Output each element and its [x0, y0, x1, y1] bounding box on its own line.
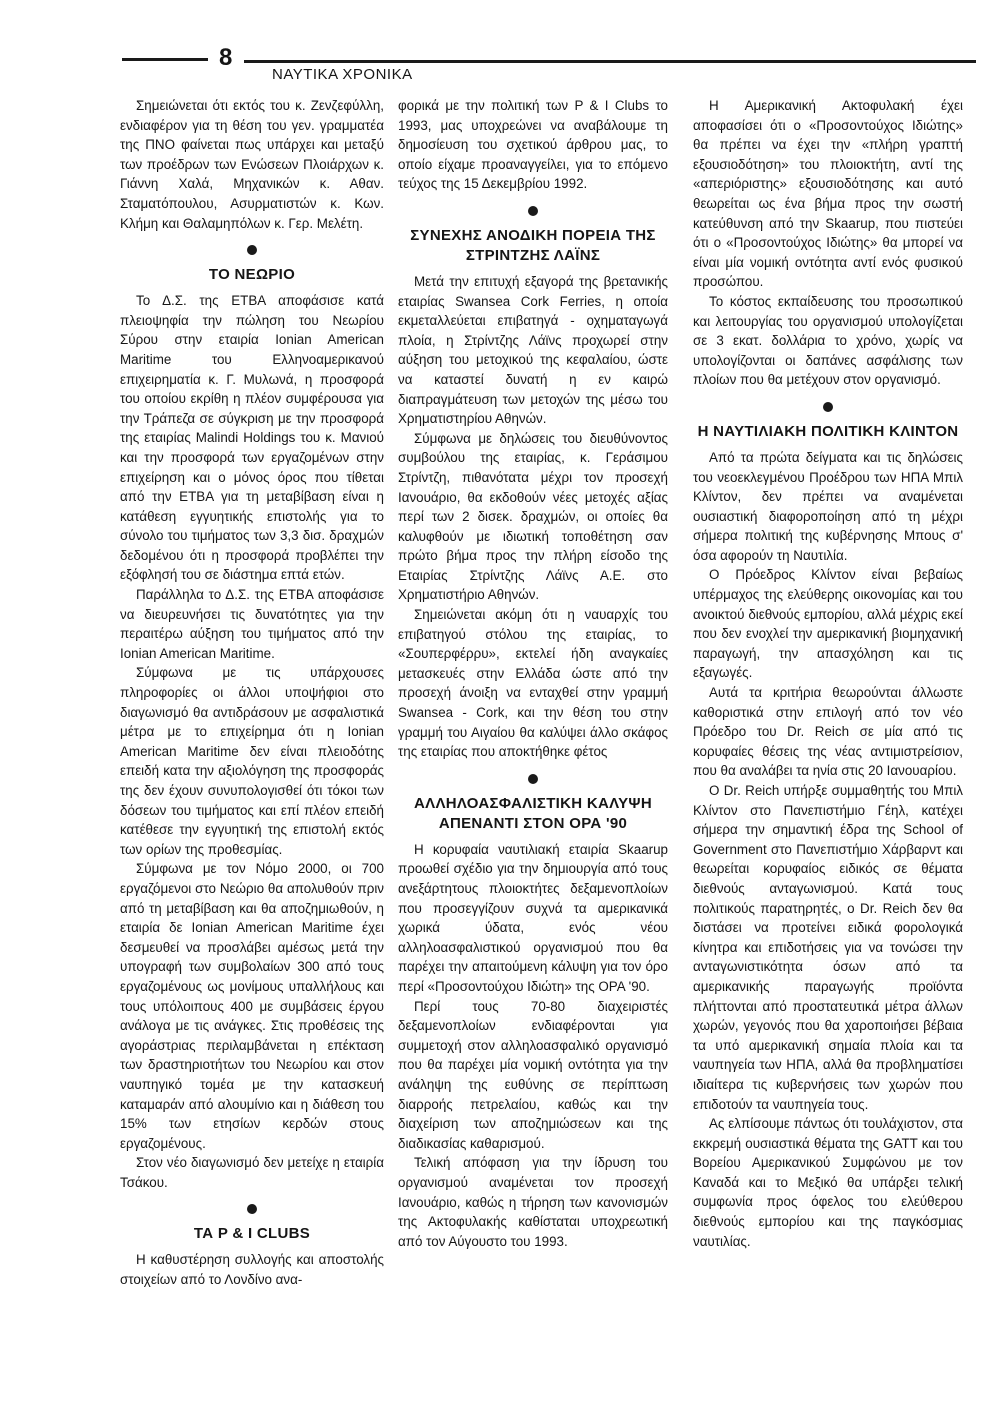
article-paragraph: Σύμφωνα με τις υπάρχουσες πληροφορίες οι άλλοι υποψήφιοι στο διαγωνισμό θα αντιδράσουν με ασφαλιστικά μέτρα με το επιχείρημα ότι η Ionian American Maritime δεν είναι πλειοδότης επειδή κατα την αξιολόγηση της προσφοράς της δεν έχουν συνυπολογισθεί ότι τόκοι των δόσεων του τιμήματος και επί πλέον επειδή κατέθεσε την εγγυητική της επιστολή εκτός των ορίων της προθεσμίας.	[120, 665, 384, 857]
article-paragraph: Από τα πρώτα δείγματα και τις δηλώσεις του νεοεκλεγμένου Προέδρου των ΗΠΑ Μπιλ Κλίντον, δεν πρέπει να αναμένεται ουσιαστική διαφοροποίηση από τη μέχρι σήμερα πολιτική της κυβέρνησης Μπους σ' όσα αφορούν τη Ναυτιλία.	[693, 449, 963, 563]
bullet-separator	[823, 402, 833, 412]
article-paragraph: Σημειώνεται ακόμη ότι η ναυαρχίς του επιβατηγού στόλου της εταιρίας, το «Σουπερφέρρυ», εκτελεί ήδη αναγκαίες μετασκευές στην Ελλάδα ώστε από την προσεχή άνοιξη να ενταχθεί στην γραμμή Swansea - Cork, και την θέση του στην γραμμή του Αιγαίου θα καλύψει άλλο σκάφος της εταιρίας που αποκτήθηκε φέτος	[398, 607, 668, 760]
article-title-clubs: ΤΑ P & I CLUBS	[193, 1225, 311, 1243]
page-number: 8	[219, 44, 233, 71]
article-title-strintzis: ΣΥΝΕΧΗΣ ΑΝΟΔΙΚΗ ΠΟΡΕΙΑ ΤΗΣ ΣΤΡΙΝΤΖΗΣ ΛΑΪΝΣ	[410, 226, 656, 264]
article-paragraph: Σύμφωνα με τον Νόμο 2000, οι 700 εργαζόμενοι στο Νεώριο θα απολυθούν πριν από τη μεταβίβαση και θα αποζημιωθούν, η εταιρία δε Ionian American Maritime έχει δεσμευθεί να προσλάβει αμέσως μετά την υπογραφή των συμβολαίων 300 από τους εργαζομένους ως μονίμους υπαλλήλους και τους υπόλοιπους 400 με συμβάσεις έργου ανάλογα με τις ανάγκες. Στις προθέσεις της αγοράστριας περιλαμβάνεται η επέκταση των δραστηριοτήτων του Νεωρίου και στον ναυπηγικό τομέα με την κατασκευή καταμαράν από αλουμίνιο και η διάθεση του 15% των ετησίων κερδών στους εργαζομένους.	[120, 861, 384, 1151]
article-paragraph: Παράλληλα το Δ.Σ. της ΕΤΒΑ αποφάσισε να διευρευνήσει τις δυνατότητες για την περαιτέρω αύξηση του τιμήματος από την Ionian American Maritime.	[120, 587, 384, 661]
article-paragraph: Στον νέο διαγωνισμό δεν μετείχε η εταιρία Τσάκου.	[120, 1155, 384, 1190]
bullet-separator	[528, 206, 538, 216]
article-paragraph: Το κόστος εκπαίδευσης του προσωπικού και λειτουργίας του οργανισμού υπολογίζεται σε 3 εκατ. δολλάρια το χρόνο, χωρίς να υπολογίζονται οι δαπάνες ασφάλισης των πλοίων που θα μετέχουν στον οργανισμό.	[693, 293, 963, 388]
bullet-separator	[528, 774, 538, 784]
header-rule-left	[122, 58, 208, 61]
publication-title: ΝΑΥΤΙΚΑ ΧΡΟΝΙΚΑ	[272, 66, 413, 83]
column-3	[693, 96, 963, 1251]
article-paragraph: Η καθυστέρηση συλλογής και αποστολής στοιχείων από το Λονδίνο ανα-	[120, 1252, 384, 1288]
article-paragraph: Η Αμερικανική Ακτοφυλακή έχει αποφασίσει ότι ο «Προσοντούχος Ιδιώτης» θα πρέπει να έχει την «πλήρη γραπτή εξουσιοδότηση» του πλοιοκτήτη, αντί της «απεριόριστης» εξουσιοδότησης και αυτό θεωρείται ως ένα βήμα προς την σωστή κατεύθυνση από την Skaarup, που πιστεύει ότι ο «Προσοντούχος Ιδιώτης» θα μπορεί να είναι μία νομική οντότητα αντί ενός φυσικού προσώπου.	[693, 98, 963, 290]
bullet-separator	[247, 245, 257, 255]
bullet-separator	[247, 1204, 257, 1214]
continuation-paragraph: φορικά με την πολιτική των P & I Clubs το 1993, μας υποχρεώνει να αναβάλουμε τη δημοσίευση του σχετικού άρθρου μας, το οποίο είχαμε προαναγγείλει, για το επόμενο τεύχος της 15 Δεκεμβρίου 1992.	[398, 98, 668, 192]
column-1	[120, 96, 384, 1290]
article-paragraph: Σύμφωνα με δηλώσεις του διευθύνοντος συμβούλου της εταιρίας, κ. Γεράσιμου Στρίντζη, πιθανότατα μέχρι τον προσεχή Ιανουάριο, θα εκδοθούν νέες μετοχές αξίας περί των 2 δισεκ. δραχμών, οι οποίες θα καλυφθούν με ιδιωτική τοποθέτηση σαν πρώτο βήμα προς την πλήρη είσοδο της Εταιρίας Στρίντζης Λάϊνς Α.Ε. στο Χρηματιστήριο Αθηνών.	[398, 430, 668, 603]
article-title-neorio: ΤΟ ΝΕΩΡΙΟ	[208, 266, 296, 284]
article-paragraph: Αυτά τα κριτήρια θεωρούνται άλλωστε καθοριστικά στην επιλογή από τον νέο Πρόεδρο του Dr. Reich σε μία από τις κορυφαίες θέσεις της νέας αντιμιστρείσιον, που θα αναλάβει τα ηνία στις 20 Ιανουαρίου.	[693, 685, 963, 779]
article-paragraph: Μετά την επιτυχή εξαγορά της βρετανικής εταιρίας Swansea Cork Ferries, η οποία εκμεταλλεύεται επιβατηγά - οχηματαγωγά πλοία, η Στρίντζης Λάϊνς προχωρεί στην αύξηση του μετοχικού της κεφαλαίου, ώστε να καταστεί δυνατή η εν καιρώ διαπραγμάτευση των μετοχών της μέσω του Χρηματιστηρίου Αθηνών.	[398, 273, 668, 427]
article-paragraph: Ας ελπίσουμε πάντως ότι τουλάχιστον, στα εκκρεμή ουσιαστικά θέματα της GATT και του Βορείου Αμερικανικού Συμφώνου με τον Καναδά και το Μεξικό θα υπάρξει τελική συμφωνία προς όφελος του ελεύθερου διεθνούς εμπορίου και της παγκόσμιας ναυτιλίας.	[693, 1116, 963, 1249]
article-paragraph: Ο Πρόεδρος Κλίντον είναι βεβαίως υπέρμαχος της ελεύθερης οικονομίας και του ανοικτού διεθνούς εμπορίου, αλλά μέχρις εκεί που δεν ενοχλεί την αμερικανική βιομηχανική παραγωγή, την απασχόληση και τις εξαγωγές.	[693, 567, 963, 681]
article-title-ora: ΑΛΛΗΛΟΑΣΦΑΛΙΣΤΙΚΗ ΚΑΛΥΨΗ ΑΠΕΝΑΝΤΙ ΣΤΟΝ ΟΡΑ '90	[414, 794, 652, 832]
intro-paragraph: Σημειώνεται ότι εκτός του κ. Ζενζεφύλλη, ενδιαφέρον για τη θέση του γεν. γραμματέα της ΠΝΟ φαίνεται πως υπάρχει και μεταξύ των προέδρων των Ενώσεων Πλοιάρχων κ. Γιάννη Χαλά, Μηχανικών κ. Αθαν. Σταματόπουλου, Ασυρματιστών κ. Κων. Κλήμη και Θαλαμηπόλων κ. Γερ. Μελέτη.	[120, 98, 384, 231]
header-rule-right	[244, 60, 976, 63]
article-paragraph: Η κορυφαία ναυτιλιακή εταιρία Skaarup προωθεί σχέδιο για την δημιουργία από τους ανεξάρτητους πλοιοκτήτες δεξαμενοπλοίων που προσεγγίζουν συχνά τα αμερικανικά χωρικά ύδατα, ενός νέου αλληλοασφαλιστικού οργανισμού που θα παρέχει την απαιτούμενη κάλυψη για τον όρο περί «Προσοντούχου Ιδιώτη» της ΟΡΑ '90.	[398, 841, 668, 994]
article-paragraph: Ο Dr. Reich υπήρξε συμμαθητής του Μπιλ Κλίντον στο Πανεπιστήμιο Γέηλ, κατέχει σήμερα την σημαντική έδρα της School of Government στο Πανεπιστήμιο Χάρβαρντ και θεωρείται κορυφαίος ειδικός σε θέματα διεθνούς ανταγωνισμού. Κατά τους πολιτικούς παρατηρητές, ο Dr. Reich δεν θα διστάσει να προτείνει ειδικά φορολογικά κίνητρα και επιδοτήσεις για να τονώσει την ανταγωνιστικότητα όσων από τα αμερικανικής παραγωγής προϊόντα πλήττονται από προστατευτικά μέτρα άλλων χωρών, γεγονός που θα χαροποιήσει βέβαια τα υπό αμερικανική σημαία πλοία και τα ναυπηγεία των ΗΠΑ, αλλά θα προβληματίσει ιδιαίτερα τις κυβερνήσεις των χωρών που επιδοτούν τα ναυπηγεία τους.	[693, 783, 963, 1112]
article-title-clinton: Η ΝΑΥΤΙΛΙΑΚΗ ΠΟΛΙΤΙΚΗ ΚΛΙΝΤΟΝ	[697, 422, 959, 440]
column-2	[398, 96, 668, 1251]
article-paragraph: Τελική απόφαση για την ίδρυση του οργανισμού αναμένεται τον προσεχή Ιανουάριο, καθώς η τήρηση των κανονισμών της Ακτοφυλακής καθίσταται υποχρεωτική από τον Αύγουστο του 1993.	[398, 1155, 668, 1249]
article-paragraph: Το Δ.Σ. της ΕΤΒΑ αποφάσισε κατά πλειοψηφία την πώληση του Νεωρίου Σύρου στην εταιρία Ionian American Maritime του Ελληνοαμερικανού επιχειρηματία κ. Γ. Μυλωνά, η προσφορά του οποίου εκρίθη η πλέον συμφέρουσα για την Τράπεζα σε σύγκριση με την προσφορά της εταιρίας Malindi Holdings του κ. Μανιού και την προσφορά των εργαζομένων στην επιχείρηση και ο μόνος όρος που τίθεται από την ΕΤΒΑ για τη μεταβίβαση είναι η κατάθεση εγγυητικής επιστολής για το σύνολο του τιμήματος των 3,3 δισ. δραχμών δεδομένου ότι η προσφορά προβλέπει την εξόφλησή του σε διάστημα επτά ετών.	[120, 293, 384, 583]
article-paragraph: Περί τους 70-80 διαχειριστές δεξαμενοπλοίων ενδιαφέρονται για συμμετοχή στον αλληλοασφαλικό οργανισμό που θα παρέχει μία νομική οντότητα για την ανάληψη της ευθύνης σε περίπτωση διαρροής πετρελαίου, καθώς και την διαχείριση των αποζημιώσεων και της διαδικασίας καθαρισμού.	[398, 998, 668, 1151]
